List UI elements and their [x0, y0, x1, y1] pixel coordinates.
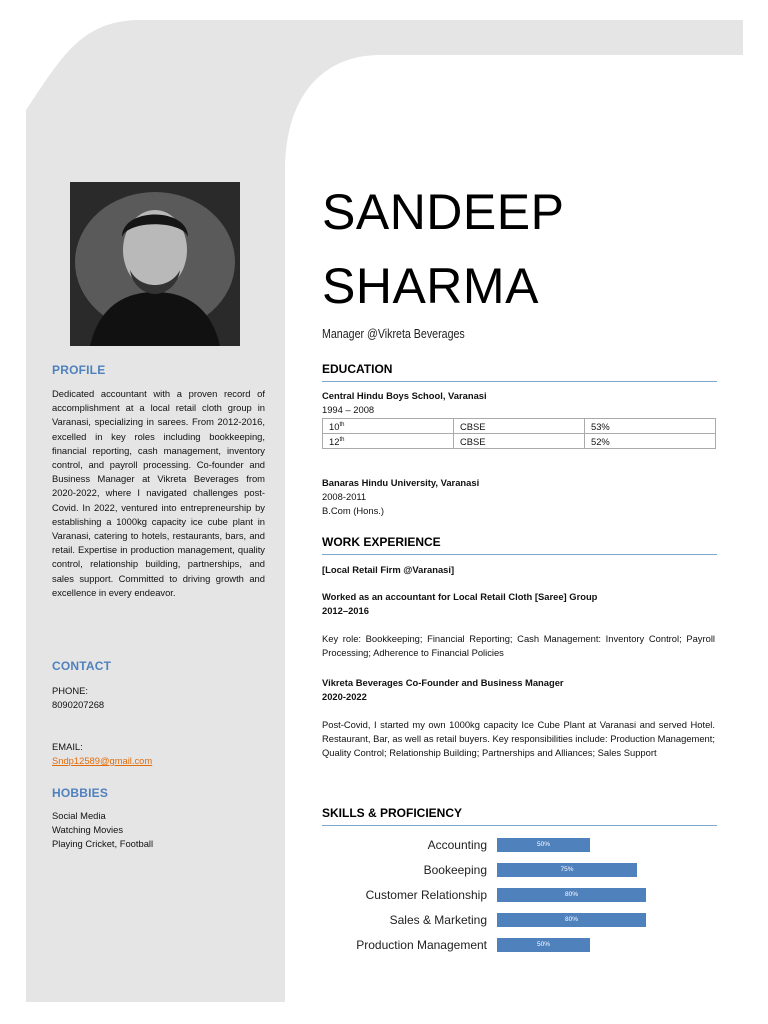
phone-label: PHONE: [52, 685, 88, 696]
table-row [323, 419, 716, 434]
email-label: EMAIL: [52, 741, 83, 752]
job1-description: Key role: Bookkeeping; Financial Reporting; Cash Management: Inventory Control; Payroll Processing; Adherence to Financial Policies [322, 633, 715, 658]
phone-value: 8090207268 [52, 699, 105, 710]
email-link[interactable]: Sndp12589@gmail.com [52, 755, 153, 766]
score-cell: 53% [585, 419, 716, 434]
work-firm: [Local Retail Firm @Varanasi] [322, 564, 455, 575]
profile-heading: PROFILE [52, 363, 106, 377]
last-name: SHARMA [322, 258, 539, 314]
job2-title: Vikreta Beverages Co-Founder and Business Manager [322, 677, 564, 688]
skill-row [322, 936, 722, 954]
job2-description: Post-Covid, I started my own 1000kg capacity Ice Cube Plant at Varanasi and served Hotel. Restaurant, Bar, as well as retail buyers. Key responsibilities include: Production Management; Quality Control; Relationship Building; Partnerships and Alliances; Sales Support [322, 719, 715, 758]
university-name: Banaras Hindu University, Varanasi [322, 477, 480, 488]
work-heading: WORK EXPERIENCE [322, 535, 717, 555]
skill-row [322, 836, 722, 854]
education-table [322, 418, 716, 449]
skill-row [322, 911, 722, 929]
skill-bar: 80% [497, 913, 646, 927]
education-heading: EDUCATION [322, 362, 717, 382]
score-cell: 52% [585, 434, 716, 449]
skill-bar: 50% [497, 838, 590, 852]
job2-years: 2020-2022 [322, 691, 367, 702]
profile-text: Dedicated accountant with a proven record of accomplishment at a local retail cloth group in Varanasi, specializing in sarees. From 2012-2016, excelled in key roles including bookkeeping, financial reporting, cash management, inventory control, and payroll processing. Co-founder and Business Manager at Vikreta Beverages from 2020-2022, where I navigated challenges post-Covid. In 2022, ventured into entrepreneurship by establishing a 1000kg capacity ice cube plant in Varanasi, catering to hotels, restaurants, bars, and retail. Expertise in production management, quality control, relationship building, partnerships, and sales support. Committed to driving growth and excellence in every endeavor. [52, 388, 265, 598]
hobby-item: Social Media [52, 810, 106, 821]
skill-bar: 50% [497, 938, 590, 952]
skills-heading: SKILLS & PROFICIENCY [322, 806, 717, 826]
grade-cell: 12th [323, 434, 454, 449]
board-cell: CBSE [454, 419, 585, 434]
job-subtitle: Manager @Vikreta Beverages [322, 326, 465, 341]
skill-label: Customer Relationship [365, 888, 487, 902]
school-years: 1994 – 2008 [322, 404, 375, 415]
board-cell: CBSE [454, 434, 585, 449]
job1-years: 2012–2016 [322, 605, 369, 616]
profile-photo [70, 182, 240, 346]
skill-row [322, 886, 722, 904]
hobbies-heading: HOBBIES [52, 786, 109, 800]
hobby-item: Playing Cricket, Football [52, 838, 154, 849]
first-name: SANDEEP [322, 184, 565, 240]
contact-heading: CONTACT [52, 659, 112, 673]
job1-title: Worked as an accountant for Local Retail Cloth [Saree] Group [322, 591, 598, 602]
hobby-item: Watching Movies [52, 824, 124, 835]
skill-label: Bookeeping [423, 863, 487, 877]
skill-label: Accounting [427, 838, 487, 852]
skill-bar: 80% [497, 888, 646, 902]
school-name: Central Hindu Boys School, Varanasi [322, 390, 487, 401]
portrait-image [70, 182, 240, 346]
university-degree: B.Com (Hons.) [322, 505, 384, 516]
table-row [323, 434, 716, 449]
skill-bar: 75% [497, 863, 637, 877]
skill-label: Sales & Marketing [389, 913, 487, 927]
skill-row [322, 861, 722, 879]
grade-cell: 10th [323, 419, 454, 434]
skill-label: Production Management [356, 938, 487, 952]
university-years: 2008-2011 [322, 491, 367, 502]
